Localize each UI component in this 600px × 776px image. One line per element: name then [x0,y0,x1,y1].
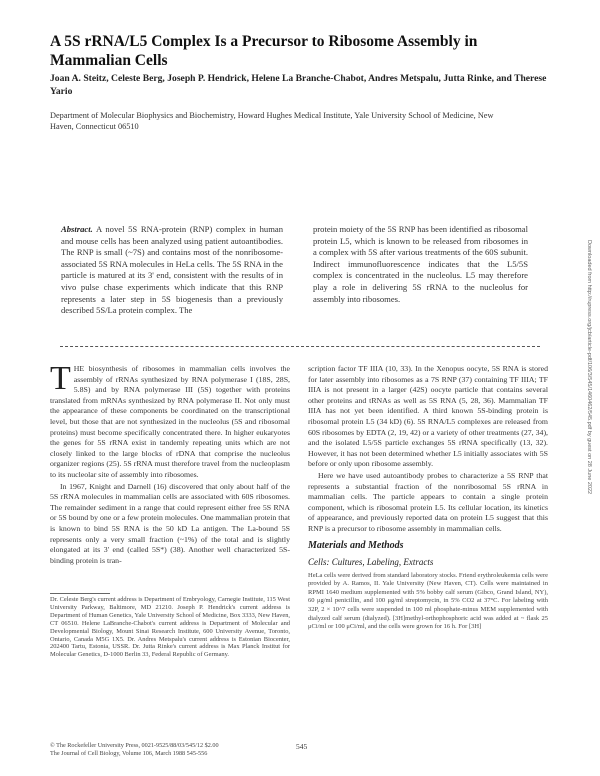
right-paragraph-2: Here we have used autoantibody probes to characterize a 5S RNP that represents a substantial fraction of the nonribosomal 5S rRNA in mammalian cells. The particle appears to contain a single protein component, which is ribosomal protein L5. Its cellular location, its kinetics of appearance, and previously reported data on protein L5 suggest that this RNP is a precursor to ribosome assembly in mammalian cells. [308,470,548,533]
download-watermark-text: Downloaded from http://rupress.org/jcb/article-pdf/106/3/545/1460462/545.pdf by guest on 28 June 2022 [586,240,592,495]
section-heading-materials-methods: Materials and Methods [308,539,404,551]
abstract-label: Abstract. [61,224,93,234]
affiliation: Department of Molecular Biophysics and Biochemistry, Howard Hughes Medical Institute, Yale University School of Medicine, New Haven, Connecticut 06510 [50,111,494,131]
author-footnote: Dr. Celeste Berg's current address is Department of Embryology, Carnegie Institute, 115 West University Parkway, Baltimore, MD 21210. Joseph P. Hendrick's current address is Department of Human Genetics, Yale University School of Medicine, Box 3333, New Haven, CT 06510. Helene LaBranche-Chabot's current address is Department of Molecular and Developmental Biology, Mount Sinai Research Institute, 600 University Avenue, Toronto, Ontario, Canada M5G 1X5. Dr. Andres Metspalu's current address is Estonian Biocenter, 202400 Tartu, Estonia, USSR. Dr. Jutta Rinke's current address is Max Planck Institut for Molecular Genetics, D-1000 Berlin 33, Federal Republic of Germany. [50,596,290,659]
abstract-divider [60,346,540,347]
methods-paragraph: HeLa cells were derived from standard laboratory stocks. Friend erythroleukemia cells were provided by A. Ramos, II. Yale University (New Haven, CT). Cells were maintained in RPMI 1640 medium supplemented with 5% bobby calf serum (Gibco, Grand Island, NY), 60 μg/ml penicillin, and 100 μg/ml streptomycin, in 5% CO2 at 37°C. For labeling with 32P, 2 × 10^7 cells were suspended in 100 ml phosphate-minus MEM supplemented with dialyzed calf serum (dialyzed). [3H]methyl-orthophosphoric acid was added at ~ flask 25 μCi/ml or 100 μCi/ml, and the cells were grown for 16 h. For [3H] [308,571,548,631]
abstract-text-right: protein moiety of the 5S RNP has been identified as ribosomal protein L5, which is known to be released from ribosomes in a complex with 5S after various treatments of the 60S subunit. Indirect immunofluorescence indicates that the L5/5S complex is concentrated in the nucleolus. L5 may therefore play a role in delivering 5S rRNA to the nucleolus for assembly into ribosomes. [313,224,528,304]
footnote-rule [50,593,110,594]
article-title: A 5S rRNA/L5 Complex Is a Precursor to Ribosome Assembly in Mammalian Cells [50,33,478,69]
body-left-column [50,360,290,566]
intro-paragraph-2: In 1967, Knight and Darnell (16) discovered that only about half of the 5S rRNA molecules in mammalian cells are associated with 60S ribosomes. The remainder sediment in a range that could represent either free 5S RNA or 5S bound by one or a few protein molecules. One mammalian protein that is known to bind 5S RNA is the 50 kD La antigen. The La-bound 5S represents only a very small fraction (~1%) of the total and is slightly elongated at its 3' end (called 5S*) (38). Another well characterized 5S-binding protein is tran- [50,481,290,565]
abstract-left-column [61,224,283,317]
author-list: Joan A. Steitz, Celeste Berg, Joseph P. Hendrick, Helene La Branche-Chabot, Andres Metspalu, Jutta Rinke, and Therese Yario [50,73,547,97]
journal-citation-line: The Journal of Cell Biology, Volume 106, March 1988 545-556 [50,749,208,757]
right-paragraph-1: scription factor TF IIIA (10, 33). In the Xenopus oocyte, 5S RNA is stored for later assembly into ribosomes as a 7S RNP (37) containing TF IIIA; TF IIIA is not present in a larger (42S) oocyte particle that contains several other proteins and tRNAs as well as 5S RNA (5, 28, 36). Mammalian TF IIIA has not yet been identified. A third known 5S-binding protein is ribosomal protein L5 (34 kD) (6). 5S RNA/L5 complexes are released from 60S ribosomes by EDTA (2, 19, 42) or a variety of other treatments (27, 34), and the isolated L5/5S particle exchanges 5S rRNA specifically (13, 32). However, it has not been determined whether L5 initially associates with 5S before or only upon ribosome assembly. [308,364,548,469]
download-watermark [585,240,595,700]
intro-paragraph-1: HE biosynthesis of ribosomes in mammalian cells involves the assembly of rRNAs synthesized by RNA polymerase I (18S, 28S, 5.8S) and by RNA polymerase III (5S) together with proteins translated from mRNAs synthesized by RNA polymerase II. Not only must the appearance of these components be coordinated on the transcriptional level, but those that are not synthesized in the nucleolus (5S and ribosomal proteins) must become specifically concentrated there. In higher eukaryotes the genes for 5S rRNA exist in tandemly repeating units which are not closely linked to the large blocks of rDNA that comprise the nucleolus organizer regions (25). 5S rRNA must therefore travel from the nucleoplasm to its nucleolar site of assembly into ribosomes. [50,364,290,479]
abstract-right-column [313,224,528,305]
abstract-text-left: A novel 5S RNA-protein (RNP) complex in human and mouse cells has been analyzed using patient autoantibodies. The RNP is small (~7S) and contains most of the nonribosome-associated 5S RNA molecules in HeLa cells. The 5S RNA in the particle is matured at its 3' end, consistent with the results of in vivo pulse chase experiments which indicate that this RNP represents a later step in 5S biogenesis than a previously described 5S/La protein complex. The [61,224,283,316]
drop-cap: T [50,360,71,397]
body-right-column [308,364,548,632]
copyright-line: © The Rockefeller University Press, 0021-9525/88/03/545/12 $2.00 [50,742,219,749]
subsection-heading-cells: Cells: Cultures, Labeling, Extracts [308,557,434,568]
page-number: 545 [296,742,308,751]
